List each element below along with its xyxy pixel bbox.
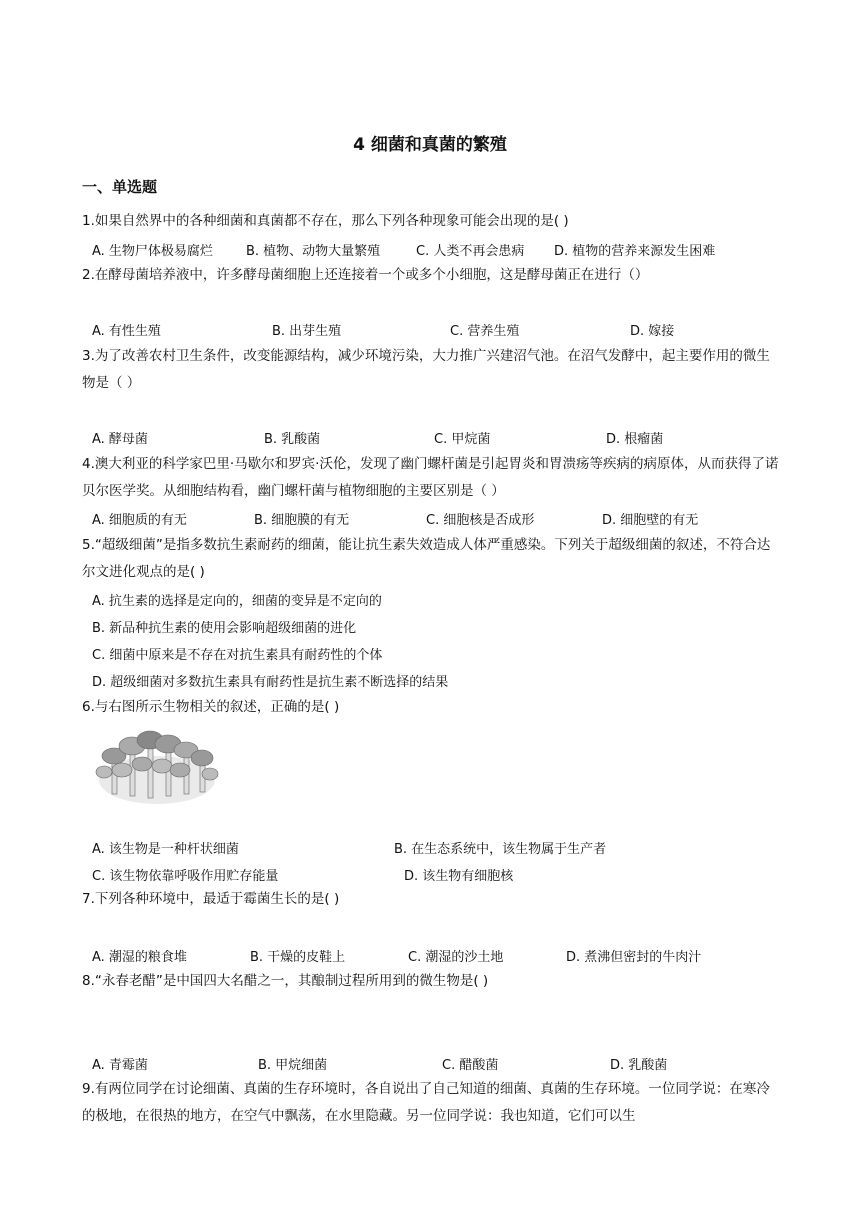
question-7-options (92, 946, 792, 970)
option-d: D. 根瘤菌 (606, 432, 664, 447)
option-d: D. 嫁接 (630, 324, 675, 339)
option-c: C. 甲烷菌 (434, 432, 491, 447)
option-a: A. 该生物是一种杆状细菌 (92, 842, 239, 857)
option-a: A. 潮湿的粮食堆 (92, 950, 187, 965)
question-3-stem: 3.为了改善农村卫生条件，改变能源结构，减少环境污染，大力推广兴建沼气池。在沼气发酵中，起主要作用的微生物是（ ） (82, 348, 770, 391)
question-6-stem: 6.与右图所示生物相关的叙述，正确的是( ) (82, 699, 340, 715)
section-heading: 一、单选题 (82, 178, 158, 196)
option-d: D. 超级细菌对多数抗生素具有耐药性是抗生素不断选择的结果 (92, 675, 449, 690)
option-b: B. 干燥的皮鞋上 (250, 950, 346, 965)
option-d: D. 乳酸菌 (610, 1058, 668, 1073)
question-1-stem: 1.如果自然界中的各种细菌和真菌都不存在，那么下列各种现象可能会出现的是( ) (82, 213, 569, 229)
question-1-options (92, 240, 792, 264)
question-5-stem: 5.“超级细菌”是指多数抗生素耐药的细菌，能让抗生素失效造成人体严重感染。下列关于超级细菌的叙述，不符合达尔文进化观点的是( ) (82, 537, 771, 580)
question-2-stem: 2.在酵母菌培养液中，许多酵母菌细胞上还连接着一个或多个小细胞，这是酵母菌正在进行（） (82, 267, 649, 283)
question-9-stem: 9.有两位同学在讨论细菌、真菌的生存环境时，各自说出了自己知道的细菌、真菌的生存环境。一位同学说：在寒冷的极地，在很热的地方，在空气中飘荡，在水里隐藏。另一位同学说：我也知道，它们可以生 (82, 1081, 770, 1124)
page-title: 4 细菌和真菌的繁殖 (353, 135, 507, 155)
option-a: A. 青霉菌 (92, 1058, 148, 1073)
option-c: C. 细胞核是否成形 (426, 513, 535, 528)
option-c: C. 营养生殖 (450, 324, 520, 339)
question-8-stem: 8.“永春老醋”是中国四大名醋之一，其酿制过程所用到的微生物是( ) (82, 973, 489, 989)
option-b: B. 植物、动物大量繁殖 (246, 244, 381, 259)
mushroom-cluster-image (92, 720, 222, 806)
option-b: B. 出芽生殖 (272, 324, 342, 339)
option-c: C. 醋酸菌 (442, 1058, 499, 1073)
question-8-options (92, 1054, 792, 1078)
option-b: B. 细胞膜的有无 (254, 513, 350, 528)
option-c: C. 该生物依靠呼吸作用贮存能量 (92, 869, 279, 884)
option-b: B. 甲烷细菌 (258, 1058, 328, 1073)
option-a: A. 酵母菌 (92, 432, 148, 447)
option-b: B. 在生态系统中，该生物属于生产者 (394, 842, 607, 857)
option-a: A. 抗生素的选择是定向的，细菌的变异是不定向的 (92, 594, 382, 609)
question-4-stem: 4.澳大利亚的科学家巴里·马歇尔和罗宾·沃伦，发现了幽门螺杆菌是引起胃炎和胃溃疡等疾病的病原体，从而获得了诺贝尔医学奖。从细胞结构看，幽门螺杆菌与植物细胞的主要区别是（ ） (82, 456, 779, 499)
option-a: A. 细胞质的有无 (92, 513, 187, 528)
option-c: C. 人类不再会患病 (416, 244, 525, 259)
option-d: D. 细胞壁的有无 (602, 513, 699, 528)
question-6-options-row1 (92, 838, 792, 862)
question-7-stem: 7.下列各种环境中，最适于霉菌生长的是( ) (82, 891, 340, 907)
question-3-options (92, 428, 792, 452)
option-b: B. 新品种抗生素的使用会影响超级细菌的进化 (92, 621, 357, 636)
option-d: D. 植物的营养来源发生困难 (554, 244, 716, 259)
option-d: D. 煮沸但密封的牛肉汁 (566, 950, 702, 965)
option-a: A. 生物尸体极易腐烂 (92, 244, 213, 259)
question-4-options (92, 509, 792, 533)
option-b: B. 乳酸菌 (264, 432, 321, 447)
option-c: C. 潮湿的沙土地 (408, 950, 504, 965)
question-2-options (92, 320, 792, 344)
option-c: C. 细菌中原来是不存在对抗生素具有耐药性的个体 (92, 648, 383, 663)
option-d: D. 该生物有细胞核 (404, 869, 514, 884)
option-a: A. 有性生殖 (92, 324, 161, 339)
